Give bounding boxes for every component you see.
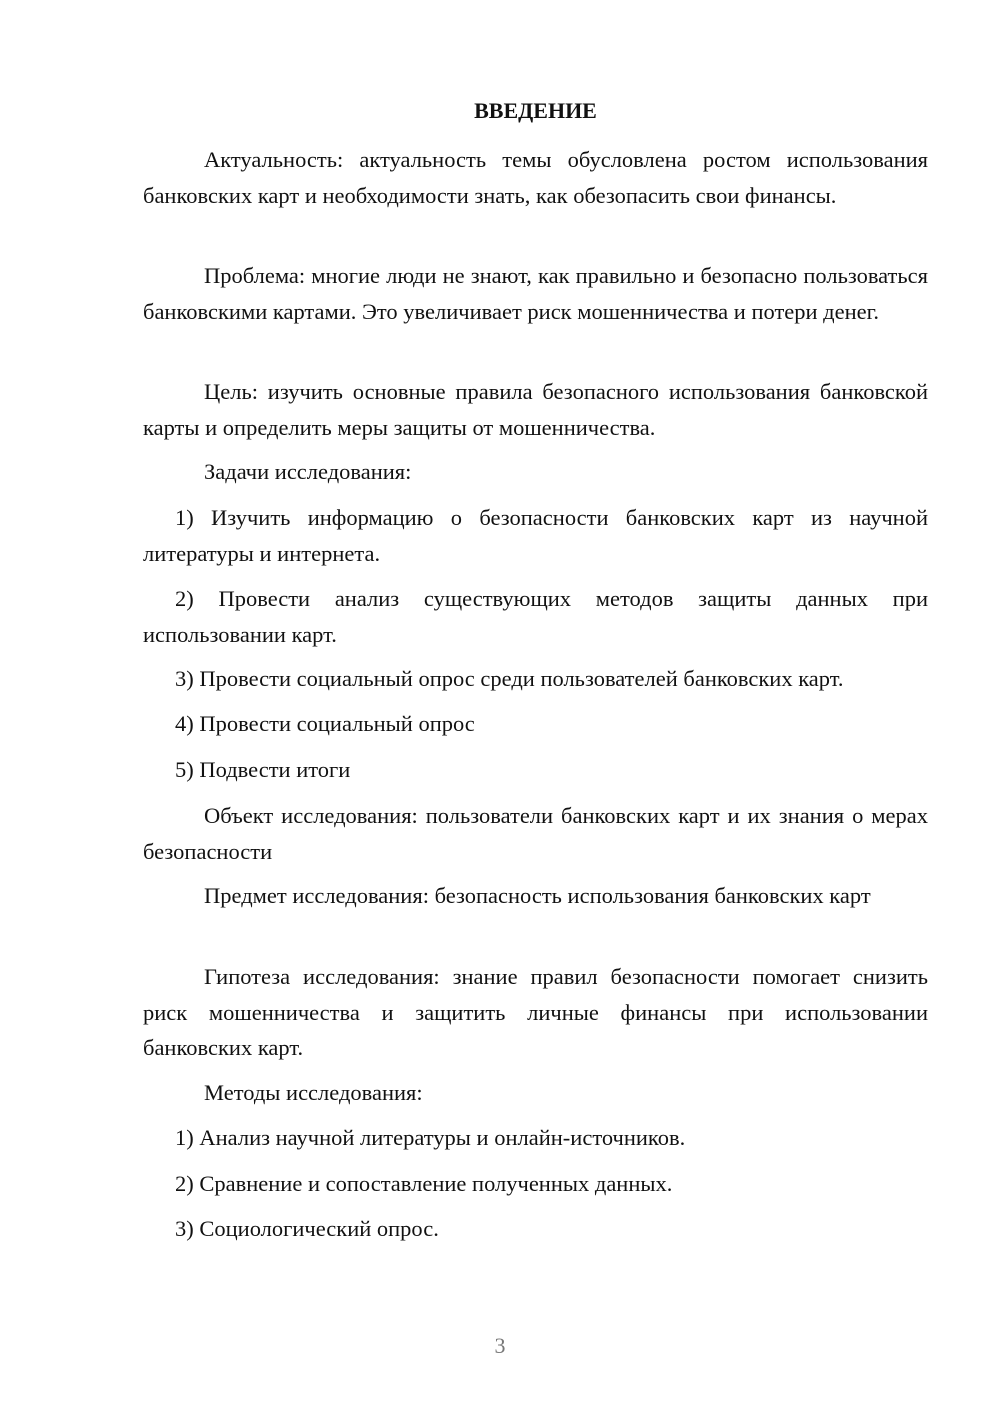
problem-paragraph: Проблема: многие люди не знают, как правильно и безопасно пользоваться банковскими картами. Это увеличивает риск мошенничества и потери денег.: [143, 263, 928, 324]
task-item-3: 3) Провести социальный опрос среди пользователей банковских карт.: [175, 666, 844, 691]
method-item-1: 1) Анализ научной литературы и онлайн-источников.: [175, 1125, 686, 1150]
task-item-5: 5) Подвести итоги: [175, 757, 351, 782]
method-item-3: 3) Социологический опрос.: [175, 1216, 439, 1241]
tasks-heading: Задачи исследования:: [204, 459, 412, 484]
hypothesis-paragraph: Гипотеза исследования: знание правил безопасности помогает снизить риск мошенничества и защитить личные финансы при использовании банковских карт.: [143, 964, 928, 1060]
relevance-paragraph: Актуальность: актуальность темы обусловлена ростом использования банковских карт и необходимости знать, как обезопасить свои финансы.: [143, 147, 928, 208]
task-item-4: 4) Провести социальный опрос: [175, 711, 475, 736]
page-number: 3: [494, 1333, 506, 1358]
page-title: ВВЕДЕНИЕ: [474, 98, 597, 123]
subject-paragraph: Предмет исследования: безопасность использования банковских карт: [204, 883, 871, 908]
object-paragraph: Объект исследования: пользователи банковских карт и их знания о мерах безопасности: [143, 803, 928, 864]
task-item-1: 1) Изучить информацию о безопасности банковских карт из научной литературы и интернета.: [143, 505, 928, 566]
method-item-2: 2) Сравнение и сопоставление полученных данных.: [175, 1171, 673, 1196]
task-item-2: 2) Провести анализ существующих методов защиты данных при использовании карт.: [143, 586, 928, 647]
goal-paragraph: Цель: изучить основные правила безопасного использования банковской карты и определить меры защиты от мошенничества.: [143, 379, 928, 440]
methods-heading: Методы исследования:: [204, 1080, 423, 1105]
